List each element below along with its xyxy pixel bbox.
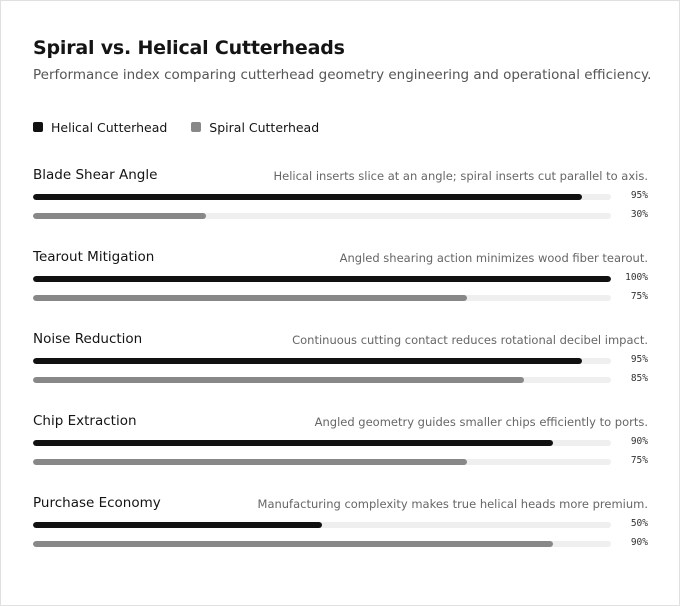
metric-row bbox=[33, 249, 648, 331]
category-description: Angled geometry guides smaller chips efficiently to ports. bbox=[314, 415, 648, 429]
bar-spiral bbox=[33, 459, 467, 465]
bar-line-spiral bbox=[33, 370, 648, 389]
bar-track bbox=[33, 541, 611, 547]
bar-spiral bbox=[33, 541, 553, 547]
category-label: Noise Reduction bbox=[33, 331, 143, 347]
chart-legend bbox=[33, 118, 343, 136]
bar-line-helical bbox=[33, 351, 648, 370]
bar-line-helical bbox=[33, 187, 648, 206]
metric-row-header bbox=[33, 331, 648, 351]
legend-label: Helical Cutterhead bbox=[51, 119, 168, 135]
bar-line-spiral bbox=[33, 452, 648, 471]
bar-value-label: 50% bbox=[630, 518, 648, 529]
chart-rows bbox=[33, 167, 648, 577]
category-description: Angled shearing action minimizes wood fiber tearout. bbox=[339, 251, 648, 265]
bar-value-label: 75% bbox=[630, 455, 648, 466]
metric-row bbox=[33, 495, 648, 577]
legend-swatch bbox=[191, 122, 201, 132]
category-description: Continuous cutting contact reduces rotational decibel impact. bbox=[292, 333, 648, 347]
bar-spiral bbox=[33, 213, 206, 219]
bar-line-helical bbox=[33, 515, 648, 534]
bar-line-spiral bbox=[33, 534, 648, 553]
metric-row bbox=[33, 413, 648, 495]
bar-value-label: 75% bbox=[630, 291, 648, 302]
bar-track bbox=[33, 440, 611, 446]
bar-track bbox=[33, 377, 611, 383]
bar-value-label: 30% bbox=[630, 209, 648, 220]
bar-helical bbox=[33, 276, 611, 282]
bar-line-spiral bbox=[33, 288, 648, 307]
category-label: Tearout Mitigation bbox=[33, 249, 155, 265]
bar-track bbox=[33, 295, 611, 301]
metric-row-header bbox=[33, 413, 648, 433]
bar-helical bbox=[33, 194, 582, 200]
category-description: Helical inserts slice at an angle; spiral inserts cut parallel to axis. bbox=[273, 169, 648, 183]
bar-value-label: 90% bbox=[630, 537, 648, 548]
metric-row bbox=[33, 331, 648, 413]
bar-helical bbox=[33, 522, 322, 528]
bar-track bbox=[33, 358, 611, 364]
bar-track bbox=[33, 276, 611, 282]
chart-title: Spiral vs. Helical Cutterheads bbox=[33, 37, 345, 59]
bar-spiral bbox=[33, 377, 524, 383]
chart-subtitle: Performance index comparing cutterhead geometry engineering and operational efficiency. bbox=[33, 67, 652, 83]
bar-spiral bbox=[33, 295, 467, 301]
metric-row-header bbox=[33, 249, 648, 269]
bar-helical bbox=[33, 358, 582, 364]
category-label: Purchase Economy bbox=[33, 495, 161, 511]
bar-track bbox=[33, 213, 611, 219]
legend-label: Spiral Cutterhead bbox=[209, 119, 320, 135]
bar-helical bbox=[33, 440, 553, 446]
legend-item-spiral bbox=[191, 120, 319, 135]
bar-track bbox=[33, 459, 611, 465]
bar-value-label: 95% bbox=[630, 190, 648, 201]
bar-track bbox=[33, 522, 611, 528]
category-label: Chip Extraction bbox=[33, 413, 137, 429]
bar-value-label: 85% bbox=[630, 373, 648, 384]
metric-row-header bbox=[33, 495, 648, 515]
bar-line-spiral bbox=[33, 206, 648, 225]
bar-line-helical bbox=[33, 269, 648, 288]
legend-item-helical bbox=[33, 120, 167, 135]
metric-row bbox=[33, 167, 648, 249]
category-label: Blade Shear Angle bbox=[33, 167, 158, 183]
category-description: Manufacturing complexity makes true helical heads more premium. bbox=[257, 497, 648, 511]
bar-line-helical bbox=[33, 433, 648, 452]
bar-value-label: 100% bbox=[625, 272, 648, 283]
legend-swatch bbox=[33, 122, 43, 132]
bar-track bbox=[33, 194, 611, 200]
bar-value-label: 95% bbox=[630, 354, 648, 365]
metric-row-header bbox=[33, 167, 648, 187]
bar-value-label: 90% bbox=[630, 436, 648, 447]
